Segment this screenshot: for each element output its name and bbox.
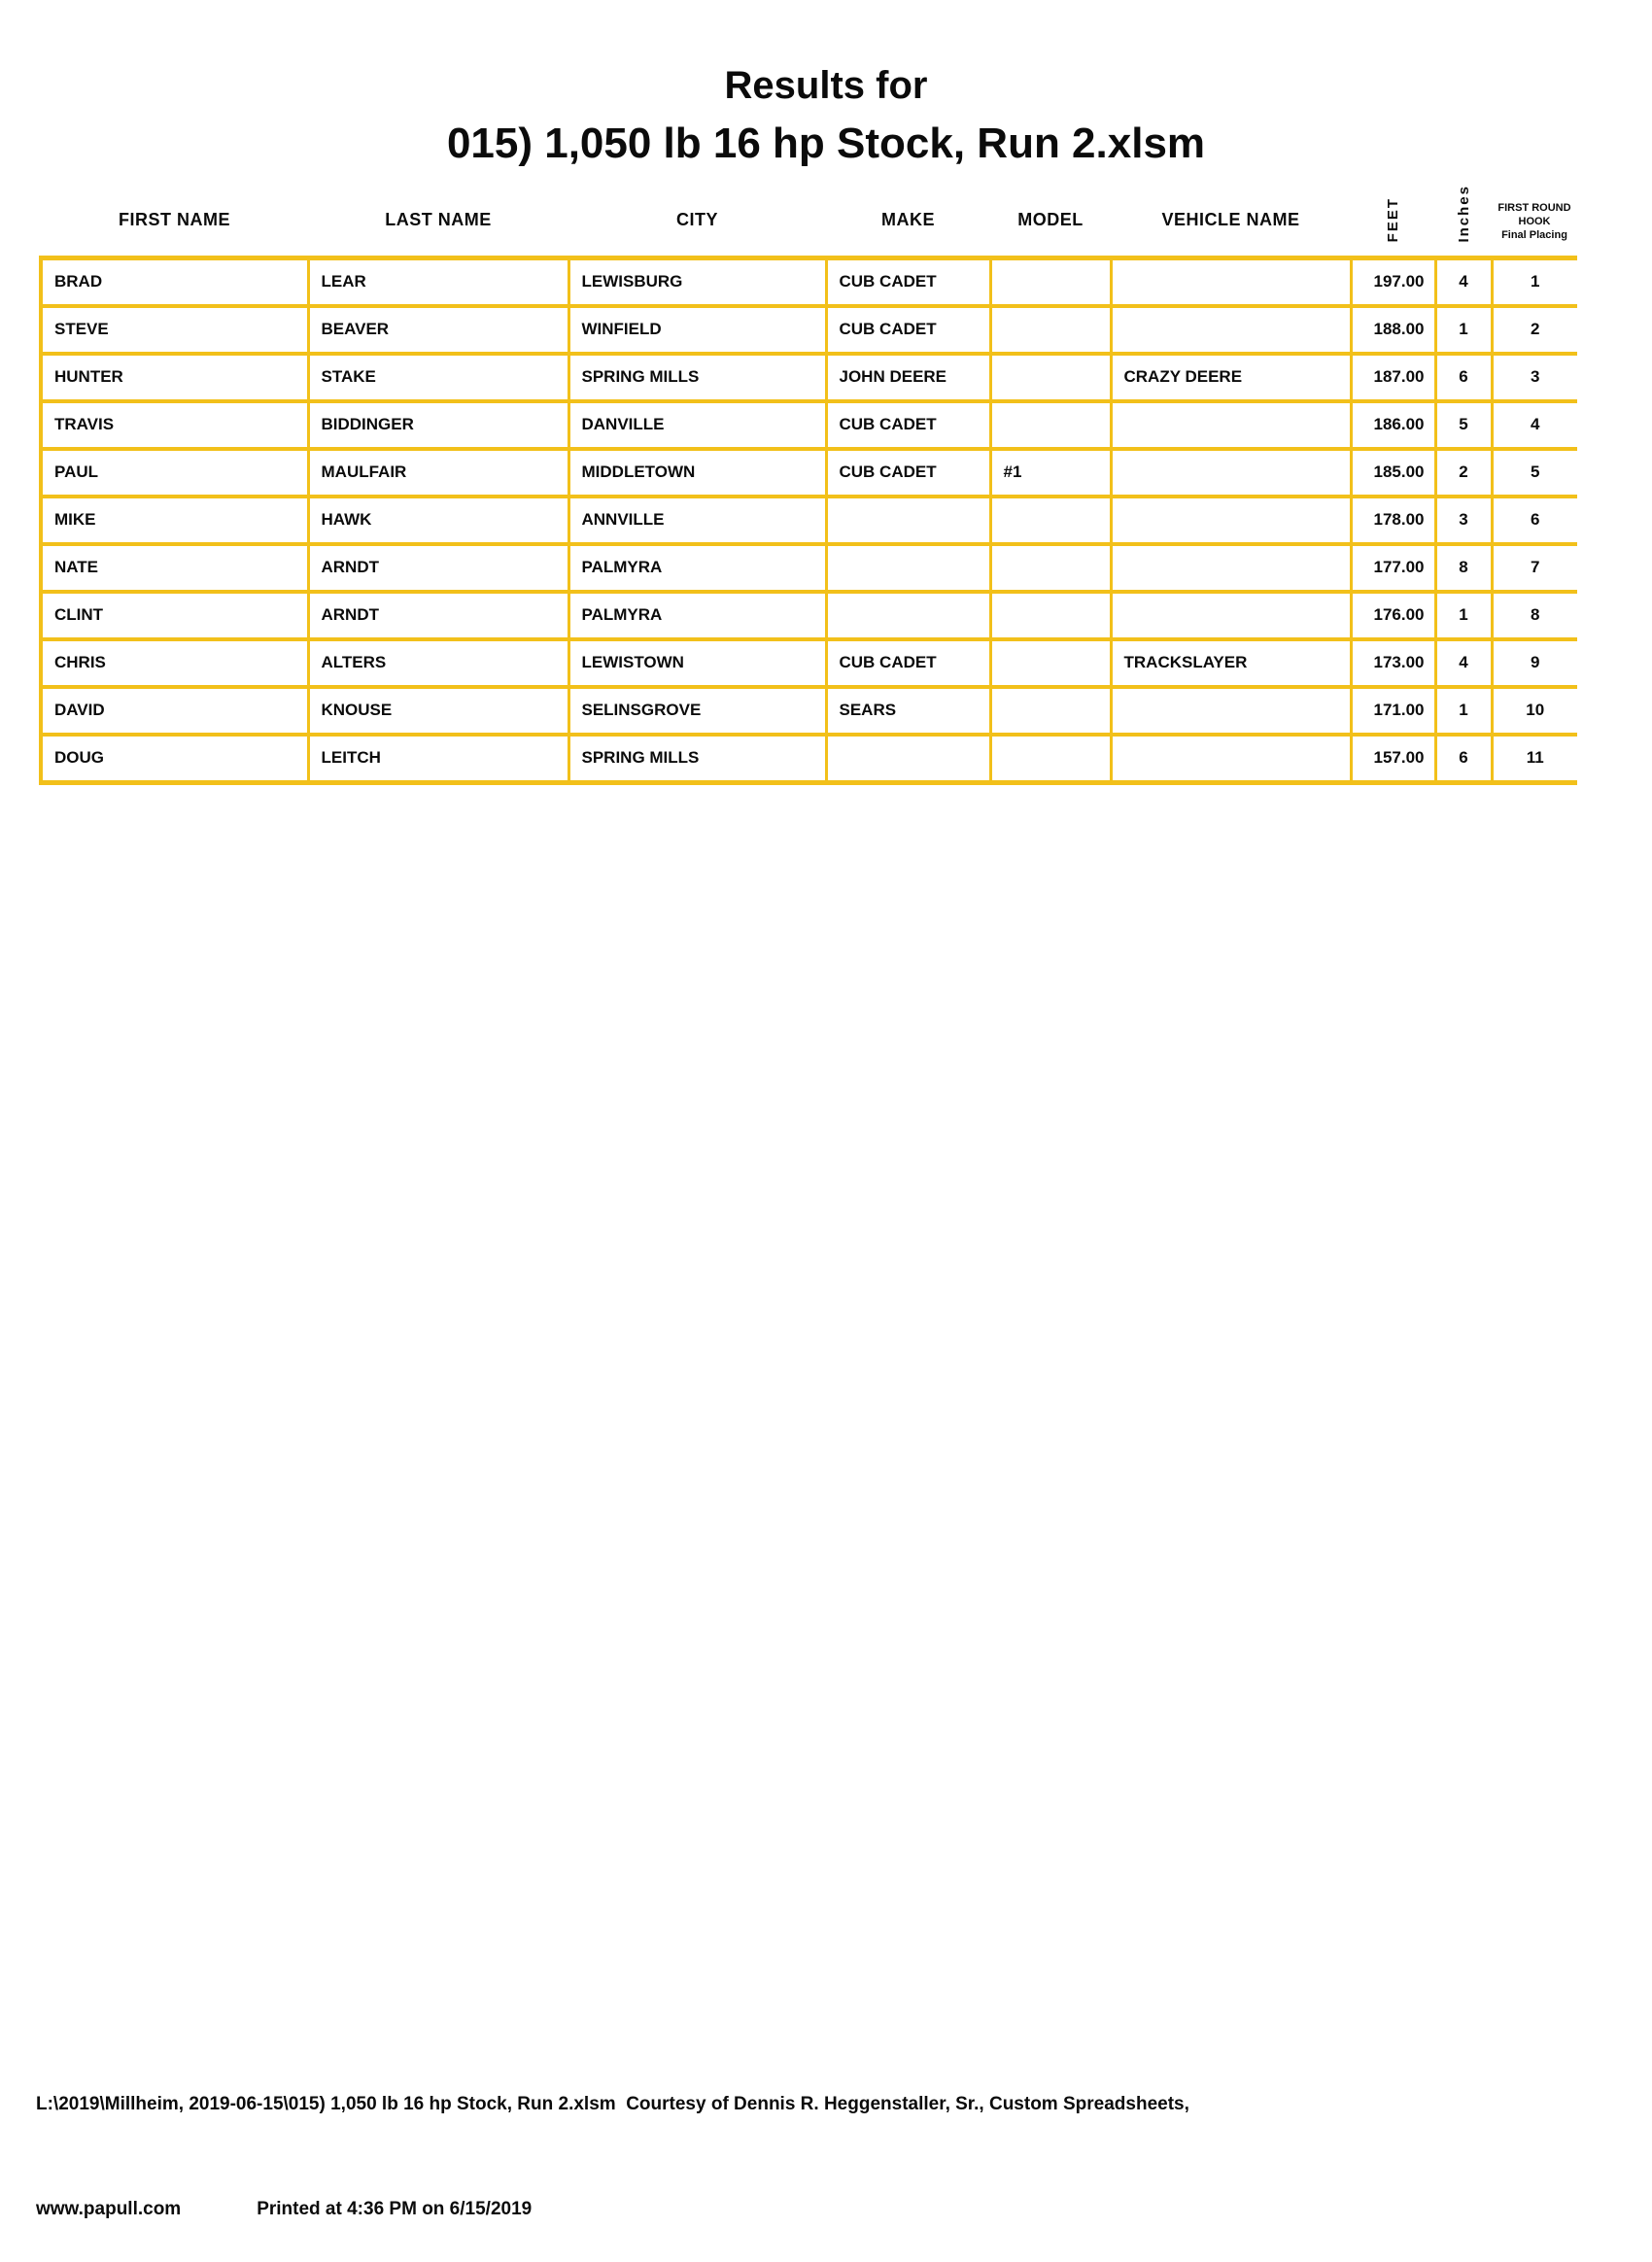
column-header-last-name: LAST NAME <box>385 209 492 229</box>
cell-first-name: DAVID <box>41 687 308 735</box>
table-row <box>41 639 1577 687</box>
table-row <box>41 401 1577 449</box>
cell-city: MIDDLETOWN <box>568 449 826 497</box>
footer-printed-at: Printed at 4:36 PM on 6/15/2019 <box>257 2199 533 2219</box>
cell-feet: 178.00 <box>1351 497 1435 544</box>
cell-feet: 173.00 <box>1351 639 1435 687</box>
cell-final-placing: 1 <box>1492 257 1577 306</box>
cell-make: CUB CADET <box>826 401 990 449</box>
cell-model <box>990 592 1111 639</box>
cell-vehicle-name <box>1111 687 1351 735</box>
cell-feet: 185.00 <box>1351 449 1435 497</box>
cell-make <box>826 735 990 783</box>
cell-city: WINFIELD <box>568 306 826 354</box>
cell-final-placing: 10 <box>1492 687 1577 735</box>
hook-header-line2: HOOK <box>1518 215 1551 227</box>
cell-inches: 1 <box>1435 687 1492 735</box>
cell-make <box>826 592 990 639</box>
cell-first-name: PAUL <box>41 449 308 497</box>
cell-inches: 3 <box>1435 497 1492 544</box>
cell-vehicle-name <box>1111 401 1351 449</box>
cell-vehicle-name: TRACKSLAYER <box>1111 639 1351 687</box>
cell-inches: 8 <box>1435 544 1492 592</box>
cell-feet: 197.00 <box>1351 257 1435 306</box>
cell-inches: 6 <box>1435 735 1492 783</box>
column-header-feet: FEET <box>1385 197 1401 243</box>
cell-first-name: DOUG <box>41 735 308 783</box>
cell-last-name: LEITCH <box>308 735 568 783</box>
page-title: Results for <box>724 64 928 107</box>
cell-final-placing: 3 <box>1492 354 1577 401</box>
column-header-vehicle-name: VEHICLE NAME <box>1161 209 1300 229</box>
hook-header-line3: Final Placing <box>1501 228 1567 241</box>
cell-model <box>990 257 1111 306</box>
cell-last-name: ALTERS <box>308 639 568 687</box>
table-row <box>41 735 1577 783</box>
page-subtitle-filename: 015) 1,050 lb 16 hp Stock, Run 2.xlsm <box>446 120 1206 167</box>
column-header-make: MAKE <box>881 209 935 229</box>
cell-inches: 4 <box>1435 257 1492 306</box>
cell-city: ANNVILLE <box>568 497 826 544</box>
cell-first-name: STEVE <box>41 306 308 354</box>
cell-last-name: ARNDT <box>308 544 568 592</box>
cell-first-name: NATE <box>41 544 308 592</box>
cell-feet: 188.00 <box>1351 306 1435 354</box>
table-header-row <box>41 185 1577 257</box>
cell-vehicle-name <box>1111 257 1351 306</box>
cell-inches: 2 <box>1435 449 1492 497</box>
cell-last-name: KNOUSE <box>308 687 568 735</box>
cell-make: JOHN DEERE <box>826 354 990 401</box>
cell-final-placing: 6 <box>1492 497 1577 544</box>
cell-model <box>990 306 1111 354</box>
footer-second-line <box>36 2192 1630 2227</box>
cell-model <box>990 544 1111 592</box>
cell-feet: 176.00 <box>1351 592 1435 639</box>
cell-final-placing: 4 <box>1492 401 1577 449</box>
cell-city: LEWISTOWN <box>568 639 826 687</box>
cell-model: #1 <box>990 449 1111 497</box>
cell-city: PALMYRA <box>568 544 826 592</box>
cell-last-name: HAWK <box>308 497 568 544</box>
column-header-final-placing <box>1492 185 1577 257</box>
cell-feet: 186.00 <box>1351 401 1435 449</box>
footer-website: www.papull.com <box>36 2199 182 2219</box>
cell-vehicle-name <box>1111 449 1351 497</box>
cell-feet: 171.00 <box>1351 687 1435 735</box>
cell-first-name: HUNTER <box>41 354 308 401</box>
cell-make <box>826 544 990 592</box>
cell-vehicle-name <box>1111 592 1351 639</box>
cell-model <box>990 354 1111 401</box>
cell-make: CUB CADET <box>826 257 990 306</box>
cell-last-name: ARNDT <box>308 592 568 639</box>
cell-make <box>826 497 990 544</box>
cell-first-name: CLINT <box>41 592 308 639</box>
cell-city: LEWISBURG <box>568 257 826 306</box>
cell-final-placing: 8 <box>1492 592 1577 639</box>
cell-inches: 1 <box>1435 592 1492 639</box>
cell-model <box>990 687 1111 735</box>
cell-last-name: STAKE <box>308 354 568 401</box>
cell-first-name: BRAD <box>41 257 308 306</box>
cell-city: SPRING MILLS <box>568 354 826 401</box>
cell-feet: 157.00 <box>1351 735 1435 783</box>
cell-last-name: BEAVER <box>308 306 568 354</box>
cell-final-placing: 2 <box>1492 306 1577 354</box>
table-row <box>41 449 1577 497</box>
cell-city: SELINSGROVE <box>568 687 826 735</box>
cell-model <box>990 401 1111 449</box>
table-row <box>41 497 1577 544</box>
cell-model <box>990 639 1111 687</box>
table-row <box>41 306 1577 354</box>
table-row <box>41 257 1577 306</box>
cell-final-placing: 9 <box>1492 639 1577 687</box>
cell-make: SEARS <box>826 687 990 735</box>
cell-inches: 5 <box>1435 401 1492 449</box>
cell-inches: 6 <box>1435 354 1492 401</box>
cell-city: SPRING MILLS <box>568 735 826 783</box>
cell-inches: 4 <box>1435 639 1492 687</box>
report-footer <box>36 2017 1630 2262</box>
cell-last-name: BIDDINGER <box>308 401 568 449</box>
column-header-first-name: FIRST NAME <box>119 209 230 229</box>
cell-model <box>990 735 1111 783</box>
cell-feet: 177.00 <box>1351 544 1435 592</box>
cell-make: CUB CADET <box>826 449 990 497</box>
footer-file-path-line: L:\2019\Millheim, 2019-06-15\015) 1,050 lb 16 hp Stock, Run 2.xlsm Courtesy of Dennis R. Heggenstaller, Sr., Custom Spreadsheets, <box>36 2094 1189 2114</box>
hook-header-line1: FIRST ROUND <box>1497 201 1571 214</box>
table-row <box>41 544 1577 592</box>
cell-vehicle-name: CRAZY DEERE <box>1111 354 1351 401</box>
table-row <box>41 354 1577 401</box>
column-header-inches: Inches <box>1455 185 1472 243</box>
cell-first-name: TRAVIS <box>41 401 308 449</box>
cell-make: CUB CADET <box>826 306 990 354</box>
table-body <box>41 257 1577 782</box>
cell-final-placing: 7 <box>1492 544 1577 592</box>
cell-inches: 1 <box>1435 306 1492 354</box>
cell-last-name: MAULFAIR <box>308 449 568 497</box>
cell-vehicle-name <box>1111 544 1351 592</box>
column-header-city: CITY <box>675 209 718 229</box>
cell-make: CUB CADET <box>826 639 990 687</box>
results-table <box>39 185 1577 785</box>
cell-last-name: LEAR <box>308 257 568 306</box>
cell-first-name: CHRIS <box>41 639 308 687</box>
cell-final-placing: 11 <box>1492 735 1577 783</box>
table-row <box>41 592 1577 639</box>
table-row <box>41 687 1577 735</box>
cell-first-name: MIKE <box>41 497 308 544</box>
cell-final-placing: 5 <box>1492 449 1577 497</box>
column-header-model: MODEL <box>1017 209 1084 229</box>
cell-vehicle-name <box>1111 306 1351 354</box>
cell-city: PALMYRA <box>568 592 826 639</box>
cell-city: DANVILLE <box>568 401 826 449</box>
cell-vehicle-name <box>1111 497 1351 544</box>
cell-model <box>990 497 1111 544</box>
cell-vehicle-name <box>1111 735 1351 783</box>
cell-feet: 187.00 <box>1351 354 1435 401</box>
